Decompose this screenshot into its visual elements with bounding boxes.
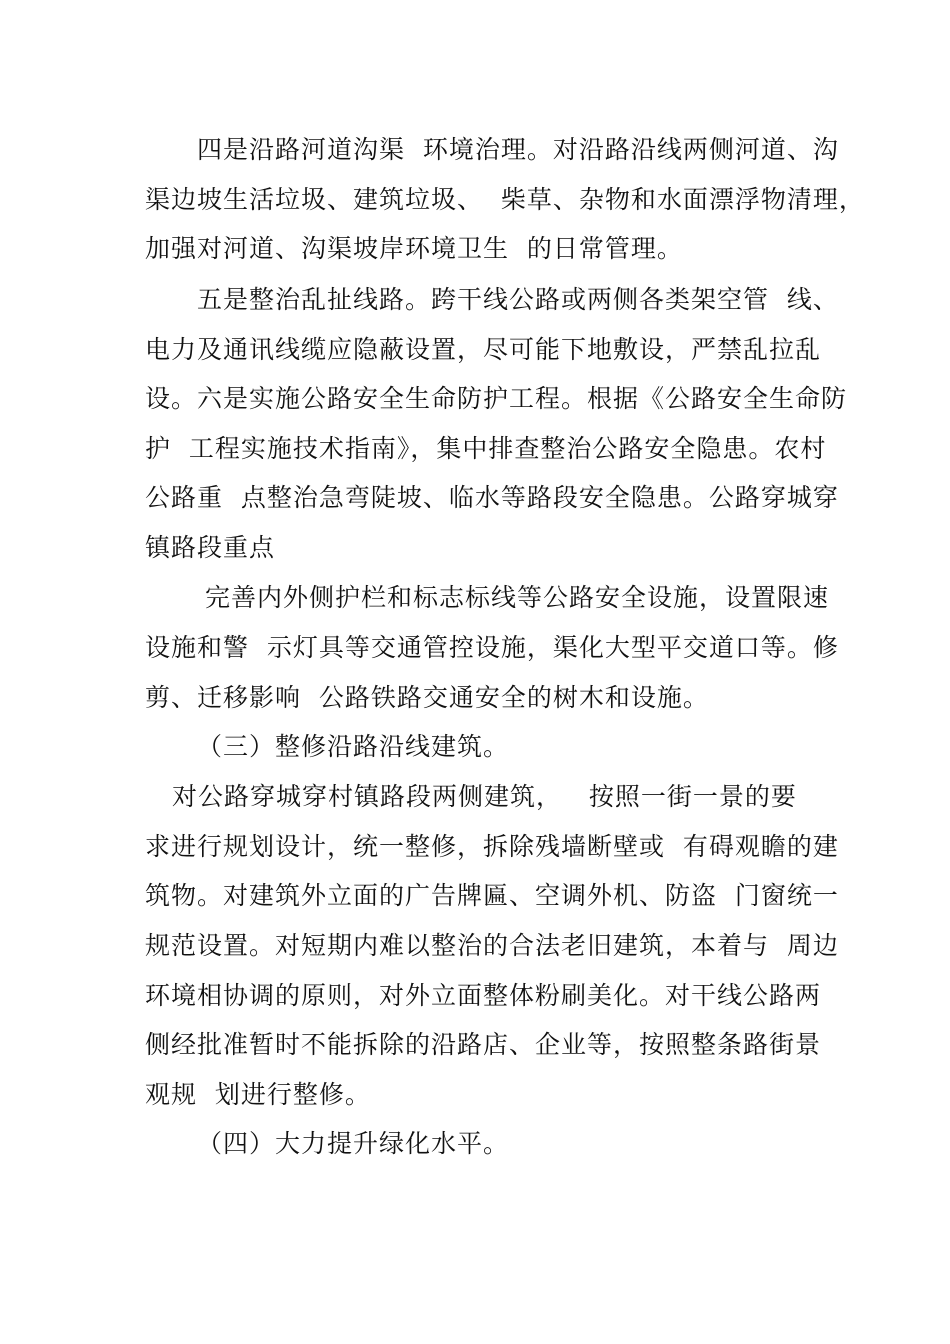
paragraph-3-line-3: 剪、迁移影响 公路铁路交通安全的树木和设施。: [145, 683, 709, 712]
paragraph-1-line-3: 加强对河道、沟渠坡岸环境卫生 的日常管理。: [145, 234, 683, 263]
paragraph-3-line-2: 设施和警 示灯具等交通管控设施，渠化大型平交道口等。修: [145, 633, 839, 662]
paragraph-4-line-7: 观规 划进行整修。: [145, 1080, 371, 1109]
paragraph-4-line-3: 筑物。对建筑外立面的广告牌匾、空调外机、防盗 门窗统一: [145, 881, 839, 910]
paragraph-2-line-5: 公路重 点整治急弯陡坡、临水等路段安全隐患。公路穿城穿: [145, 483, 839, 512]
paragraph-4-line-6: 侧经批准暂时不能拆除的沿路店、企业等，按照整条路街景: [145, 1030, 822, 1059]
paragraph-2-line-3: 设。六是实施公路安全生命防护工程。根据《公路安全生命防: [145, 384, 848, 413]
paragraph-1-line-1: 四是沿路河道沟渠 环境治理。对沿路沿线两侧河道、沟: [197, 135, 839, 164]
paragraph-3-line-1: 完善内外侧护栏和标志标线等公路安全设施，设置限速: [205, 583, 830, 612]
section-heading-4: （四）大力提升绿化水平。: [197, 1129, 510, 1158]
paragraph-2-line-2: 电力及通讯线缆应隐蔽设置，尽可能下地敷设，严禁乱拉乱: [145, 335, 822, 364]
section-heading-3: （三）整修沿路沿线建筑。: [197, 732, 510, 761]
paragraph-2-line-1: 五是整治乱扯线路。跨干线公路或两侧各类架空管 线、: [197, 285, 839, 314]
paragraph-4-line-5: 环境相协调的原则，对外立面整体粉刷美化。对干线公路两: [145, 981, 822, 1010]
paragraph-2-line-4: 护 工程实施技术指南》，集中排查整治公路安全隐患。农村: [145, 434, 827, 463]
paragraph-4-line-2: 求进行规划设计，统一整修，拆除残墙断壁或 有碍观瞻的建: [145, 832, 839, 861]
paragraph-1-line-2: 渠边坡生活垃圾、建筑垃圾、 柴草、杂物和水面漂浮物清理，: [145, 185, 865, 214]
paragraph-4-line-1: 对公路穿城穿村镇路段两侧建筑， 按照一街一景的要: [172, 782, 797, 811]
paragraph-4-line-4: 规范设置。对短期内难以整治的合法老旧建筑，本着与 周边: [145, 931, 839, 960]
paragraph-2-line-6: 镇路段重点: [145, 533, 276, 562]
